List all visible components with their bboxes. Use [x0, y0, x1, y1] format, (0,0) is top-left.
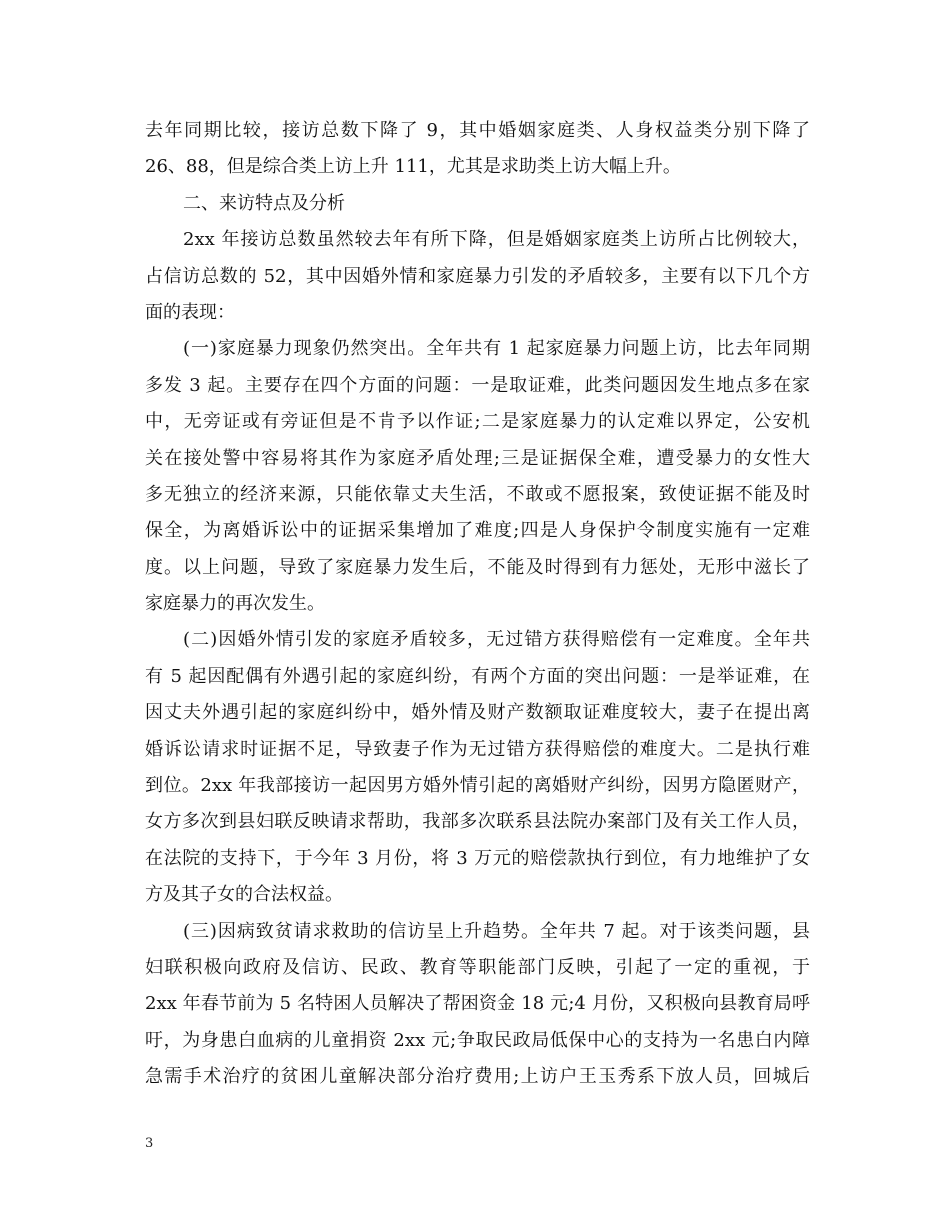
text-line: 关在接处警中容易将其作为家庭矛盾处理;三是证据保全难，遭受暴力的女性大	[145, 447, 810, 469]
text-line: 2xx 年接访总数虽然较去年有所下降，但是婚姻家庭类上访所占比例较大，	[183, 229, 810, 251]
text-line: 中，无旁证或有旁证但是不肯予以作证;二是家庭暴力的认定难以界定，公安机	[145, 411, 810, 433]
section-heading: 二、来访特点及分析	[183, 192, 345, 214]
text-line: 占信访总数的 52，其中因婚外情和家庭暴力引发的矛盾较多，主要有以下几个方	[145, 265, 810, 287]
text-line: 多发 3 起。主要存在四个方面的问题：一是取证难，此类问题因发生地点多在家	[145, 374, 810, 396]
page-number: 3	[145, 1136, 154, 1151]
text-line: (二)因婚外情引发的家庭矛盾较多，无过错方获得赔偿有一定难度。全年共	[183, 629, 810, 651]
text-line: 妇联积极向政府及信访、民政、教育等职能部门反映，引起了一定的重视，于	[145, 956, 810, 978]
text-line: (一)家庭暴力现象仍然突出。全年共有 1 起家庭暴力问题上访，比去年同期	[183, 338, 810, 360]
text-line: 方及其子女的合法权益。	[145, 884, 343, 906]
text-line: (三)因病致贫请求救助的信访呈上升趋势。全年共 7 起。对于该类问题，县	[183, 920, 810, 942]
text-line: 去年同期比较，接访总数下降了 9，其中婚姻家庭类、人身权益类分别下降了	[145, 120, 810, 141]
text-line: 多无独立的经济来源，只能依靠丈夫生活，不敢或不愿报案，致使证据不能及时	[145, 483, 810, 505]
text-line: 女方多次到县妇联反映请求帮助，我部多次联系县法院办案部门及有关工作人员，	[145, 811, 810, 833]
text-line: 急需手术治疗的贫困儿童解决部分治疗费用;上访户王玉秀系下放人员，回城后	[145, 1066, 810, 1088]
text-line: 有 5 起因配偶有外遇引起的家庭纠纷，有两个方面的突出问题：一是举证难，在	[145, 665, 810, 687]
text-line: 26、88，但是综合类上访上升 111，尤其是求助类上访大幅上升。	[145, 156, 681, 178]
text-line: 吁，为身患白血病的儿童捐资 2xx 元;争取民政局低保中心的支持为一名患白内障	[145, 1029, 810, 1051]
text-line: 婚诉讼请求时证据不足，导致妻子作为无过错方获得赔偿的难度大。二是执行难	[145, 738, 810, 760]
text-line: 保全，为离婚诉讼中的证据采集增加了难度;四是人身保护令制度实施有一定难	[145, 520, 810, 542]
text-line: 2xx 年春节前为 5 名特困人员解决了帮困资金 18 元;4 月份，又积极向县教育局呼	[145, 993, 810, 1015]
text-line: 在法院的支持下，于今年 3 月份，将 3 万元的赔偿款执行到位，有力地维护了女	[145, 847, 810, 869]
text-line: 度。以上问题，导致了家庭暴力发生后，不能及时得到有力惩处，无形中滋长了	[145, 556, 810, 578]
text-line: 面的表现：	[145, 301, 235, 323]
body-text	[145, 113, 810, 1096]
text-line: 因丈夫外遇引起的家庭纠纷中，婚外情及财产数额取证难度较大，妻子在提出离	[145, 702, 810, 724]
text-line: 家庭暴力的再次发生。	[145, 593, 325, 615]
text-line: 到位。2xx 年我部接访一起因男方婚外情引起的离婚财产纠纷，因男方隐匿财产，	[145, 775, 810, 797]
